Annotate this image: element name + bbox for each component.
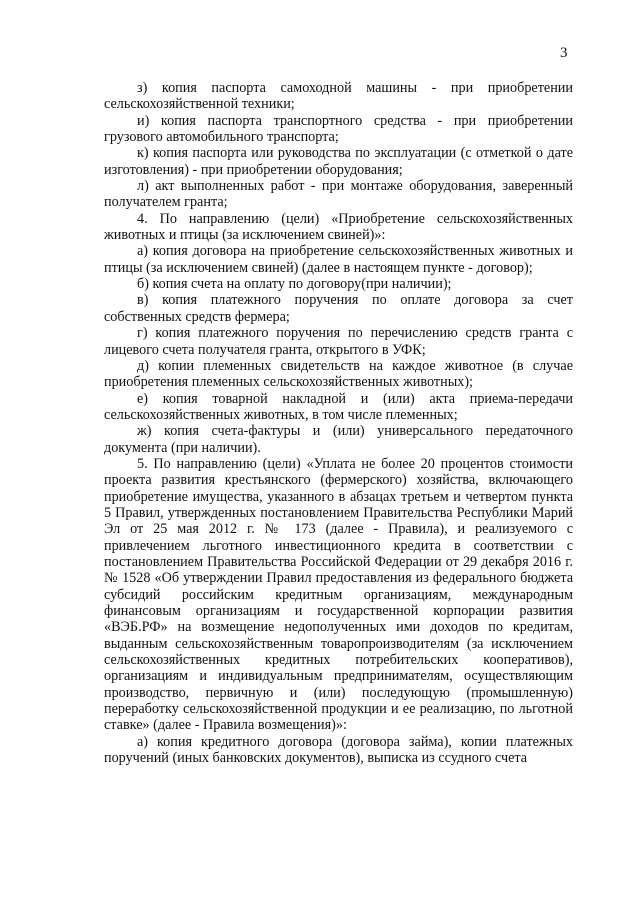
section-4-item-zh: ж) копия счета-фактуры и (или) универсального передаточного документа (при наличии). [104, 423, 573, 456]
list-item-k: к) копия паспорта или руководства по эксплуатации (с отметкой о дате изготовления) - при приобретении оборудования; [104, 145, 573, 178]
section-4-item-b: б) копия счета на оплату по договору(при наличии); [137, 276, 452, 293]
section-4-heading: 4. По направлению (цели) «Приобретение сельскохозяйственных животных и птицы (за исключением свиней)»: [104, 210, 573, 244]
section-5-item-a: а) копия кредитного договора (договора займа), копии платежных поручений (иных банковских документов), выписка из ссудного счета [104, 733, 573, 767]
section-5-heading: 5. По направлению (цели) «Уплата не более 20 процентов стоимости проекта развития крестьянского (фермерского) хозяйства, включающего приобретение имущества, указанного в абзацах третьем и четвертом пункта 5 Правил, утвержденных постановлением Правительства Республики Марий Эл от 25 мая 2012 г. № 173 (далее - Правила), и реализуемого с привлечением льготного инвестиционного кредита в соответствии с постановлением Правительства Российской Федерации от 29 декабря 2016 г. № 1528 «Об утверждении Правил предоставления из федерального бюджета субсидий российским кредитным организациям, международным финансовым организациям и государственной корпорации развития «ВЭБ.РФ» на возмещение недополученных ими доходов по кредитам, выданным сельскохозяйственным товаропроизводителям (за исключением сельскохозяйственных кредитных потребительских кооперативов), организациям и индивидуальным предпринимателям, осуществляющим производство, первичную и (или) последующую (промышленную) переработку сельскохозяйственной продукции и ее реализацию, по льготной ставке» (далее - Правила возмещения)»: [104, 455, 573, 734]
section-4-item-g: г) копия платежного поручения по перечислению средств гранта с лицевого счета получателя гранта, открытого в УФК; [104, 325, 573, 358]
section-4-item-e: е) копия товарной накладной и (или) акта приема-передачи сельскохозяйственных животных, в том числе племенных; [104, 390, 573, 423]
list-item-l: л) акт выполненных работ - при монтаже оборудования, заверенный получателем гранта; [104, 178, 573, 211]
page-number: 3 [560, 45, 568, 61]
section-4-item-a: а) копия договора на приобретение сельскохозяйственных животных и птицы (за исключением свиней) (далее в настоящем пункте - договор); [104, 243, 573, 276]
list-item-i: и) копия паспорта транспортного средства - при приобретении грузового автомобильного транспорта; [104, 112, 573, 146]
section-4-item-d: д) копии племенных свидетельств на каждое животное (в случае приобретения племенных сельскохозяйственных животных); [104, 357, 573, 391]
document-body [104, 80, 573, 766]
list-item-z: з) копия паспорта самоходной машины - при приобретении сельскохозяйственной техники; [104, 80, 573, 113]
section-4-item-v: в) копия платежного поручения по оплате договора за счет собственных средств фермера; [104, 292, 573, 325]
